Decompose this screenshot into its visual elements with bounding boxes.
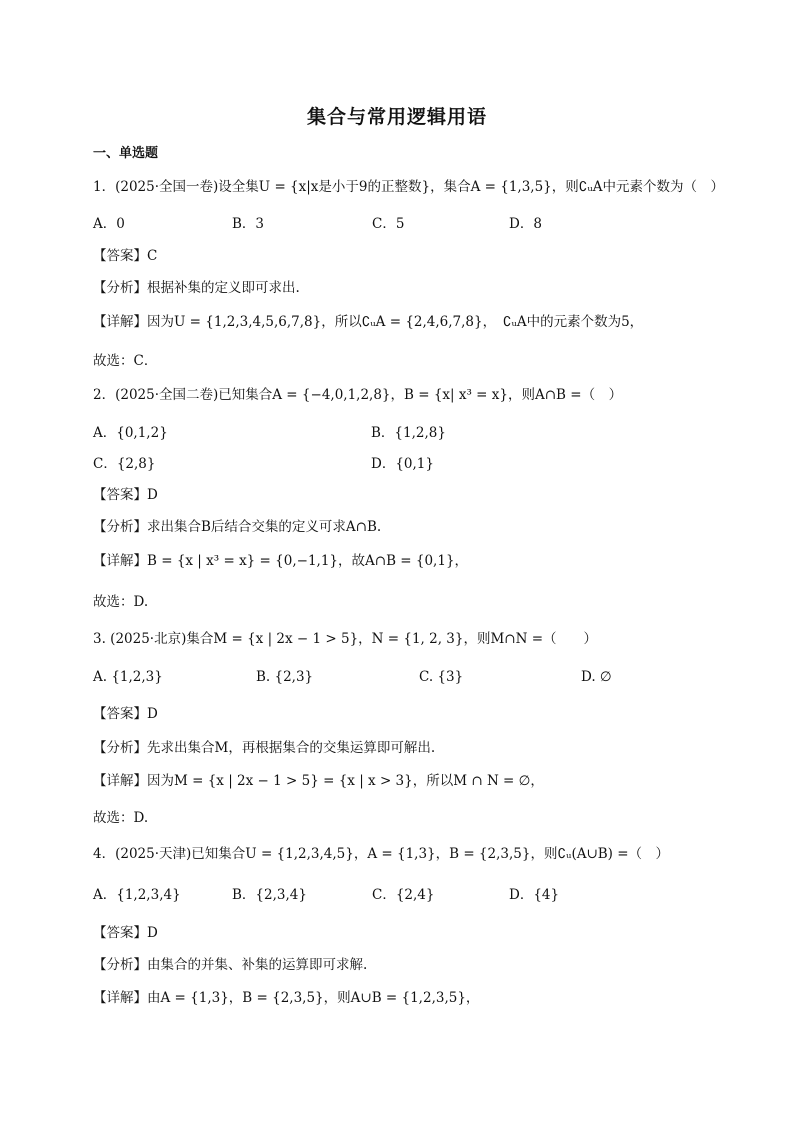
question-3-detail: 【详解】因为M = {x | 2x − 1 > 5} = {x | x > 3}，所以M ∩ N = ∅， bbox=[93, 773, 544, 789]
question-4-option-b: B．{2,3,4} bbox=[232, 887, 307, 903]
section-heading: 一、单选题 bbox=[93, 146, 159, 161]
question-1-answer: 【答案】C bbox=[93, 248, 158, 264]
question-3-stem: 3. (2025·北京)集合M = {x | 2x − 1 > 5}，N = {1, 2, 3}，则M∩N =（ ） bbox=[93, 631, 598, 647]
question-1-conclusion: 故选：C． bbox=[93, 353, 158, 369]
question-3-option-d: D. ∅ bbox=[581, 669, 612, 685]
question-3-option-a: A. {1,2,3} bbox=[93, 669, 163, 685]
question-2-stem: 2．(2025·全国二卷)已知集合A = {−4,0,1,2,8}，B = {x| x³ = x}，则A∩B =（ ） bbox=[93, 387, 623, 403]
question-2-analysis: 【分析】求出集合B后结合交集的定义可求A∩B. bbox=[93, 519, 382, 535]
question-1-stem: 1．(2025·全国一卷)设全集U = {x|x是小于9的正整数}，集合A = {1,3,5}，则∁ᵤA中元素个数为（ ） bbox=[93, 179, 724, 195]
question-4-option-d: D．{4} bbox=[509, 887, 560, 903]
question-4-answer: 【答案】D bbox=[93, 925, 158, 941]
question-3-conclusion: 故选：D. bbox=[93, 810, 149, 826]
question-1-option-a: A．0 bbox=[93, 216, 125, 232]
page-title: 集合与常用逻辑用语 bbox=[306, 106, 487, 128]
question-4-stem: 4．(2025·天津)已知集合U = {1,2,3,4,5}，A = {1,3}，B = {2,3,5}，则∁ᵤ(A∪B) =（ ） bbox=[93, 846, 670, 862]
question-3-answer: 【答案】D bbox=[93, 706, 158, 722]
question-1-option-c: C．5 bbox=[372, 216, 405, 232]
question-1-option-d: D．8 bbox=[509, 216, 542, 232]
question-1-option-b: B．3 bbox=[232, 216, 265, 232]
question-4-option-c: C．{2,4} bbox=[372, 887, 435, 903]
question-2-option-d: D．{0,1} bbox=[371, 456, 434, 472]
question-3-option-b: B. {2,3} bbox=[256, 669, 314, 685]
question-2-option-c: C．{2,8} bbox=[93, 456, 156, 472]
question-4-option-a: A．{1,2,3,4} bbox=[93, 887, 181, 903]
question-3-option-c: C. {3} bbox=[419, 669, 464, 685]
question-3-analysis: 【分析】先求出集合M，再根据集合的交集运算即可解出. bbox=[93, 740, 436, 756]
question-4-detail: 【详解】由A = {1,3}，B = {2,3,5}，则A∪B = {1,2,3,5}， bbox=[93, 990, 480, 1006]
question-2-conclusion: 故选：D. bbox=[93, 594, 149, 610]
question-4-analysis: 【分析】由集合的并集、补集的运算即可求解. bbox=[93, 957, 368, 973]
question-2-answer: 【答案】D bbox=[93, 487, 158, 503]
question-2-detail: 【详解】B = {x | x³ = x} = {0,−1,1}，故A∩B = {0,1}， bbox=[93, 553, 469, 569]
question-2-option-b: B．{1,2,8} bbox=[371, 425, 446, 441]
question-1-detail: 【详解】因为U = {1,2,3,4,5,6,7,8}，所以∁ᵤA = {2,4,6,7,8}， ∁ᵤA中的元素个数为5， bbox=[93, 314, 644, 330]
question-2-option-a: A．{0,1,2} bbox=[93, 425, 168, 441]
question-1-analysis: 【分析】根据补集的定义即可求出. bbox=[93, 280, 300, 296]
